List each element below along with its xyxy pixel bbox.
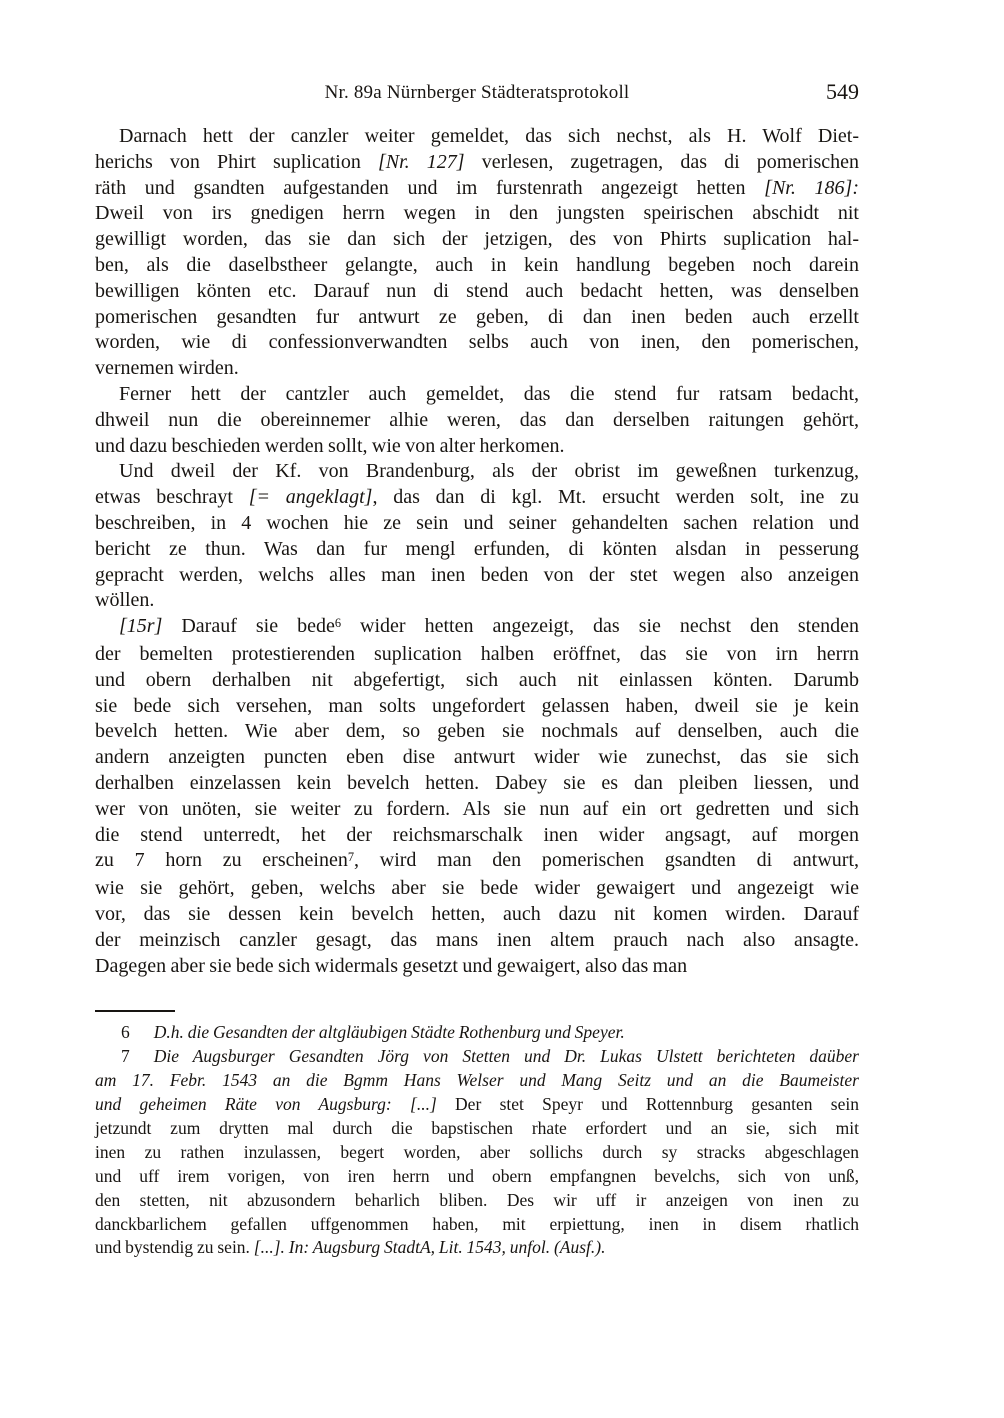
text-line (95, 902, 859, 928)
text-line (95, 694, 859, 720)
text-line (95, 642, 859, 668)
text-line (95, 408, 859, 434)
paragraph (95, 124, 859, 382)
text-segment: bericht ze thun. Was dan fur mengl erfunden, di könten alsdan in pesserung (95, 537, 859, 560)
footnote (95, 1045, 859, 1260)
text-line (95, 434, 859, 460)
text-line (95, 1236, 859, 1260)
text-line (95, 771, 859, 797)
text-line (95, 797, 859, 823)
text-segment: Darnach hett der canzler weiter gemeldet, das sich nechst, als H. Wolf Diet- (119, 125, 859, 147)
text-line (95, 124, 859, 150)
text-line (95, 382, 859, 408)
text-segment: [= angeklagt] (248, 486, 373, 509)
text-line (95, 305, 859, 331)
text-segment: bevelch hetten. Wie aber dem, so geben sie nochmals auf denselben, auch die (95, 720, 859, 743)
page-number: 549 (826, 79, 859, 104)
text-segment: Ferner hett der cantzler auch gemeldet, das die stend fur ratsam bedacht, (119, 382, 859, 405)
footnote-text: jetzundt zum drytten mal durch die bapstischen rhate erfordert und an sie, sich mit (95, 1117, 859, 1138)
text-segment: der bemelten protestierenden suplication halben eröffnet, das sie von irn herrn (95, 642, 859, 665)
text-segment: verlesen, zugetragen, das di pomerischen (464, 150, 859, 173)
paragraph (95, 614, 859, 979)
text-segment: andern anzeigten puncten eben dise antwurt wider wie zunechst, das sie sich (95, 746, 859, 769)
text-line (95, 719, 859, 745)
text-segment: pomerischen gesandten fur antwurt ze geben, di dan inen beden auch erzellt (95, 305, 859, 328)
text-segment: Dagegen aber sie bede sich widermals gesetzt und gewaigert, also das man (95, 954, 688, 977)
text-line (95, 1069, 859, 1093)
text-segment: ben, als die daselbstheer gelangte, auch in kein handlung begeben noch darein (95, 253, 859, 276)
text-segment: wöllen. (95, 589, 155, 612)
text-line (95, 485, 859, 511)
text-line (95, 537, 859, 563)
text-segment: wer von unöten, sie weiter zu fordern. Als sie nun auf ein ort gedretten und sich (95, 797, 859, 820)
text-line (95, 1213, 859, 1237)
text-line (95, 459, 859, 485)
text-segment: Und dweil der Kf. von Brandenburg, als der obrist im geweßnen turkenzug, (119, 460, 859, 483)
page-header (95, 79, 859, 108)
footnote-reference: 6 (334, 615, 342, 630)
text-segment: wie sie gehört, geben, welchs aber sie bede wider gewaigert und angezeigt wie (95, 877, 859, 900)
footnote-text: inen zu rathen inzulassen, begert worden, aber sollichs durch sy stracks abgeschlagen (95, 1141, 859, 1162)
text-segment: gepracht werden, welchs alles man inen beden von der stet wegen also anzeigen (95, 563, 859, 586)
text-segment: der meinzisch canzler gesagt, das mans inen altem prauch nach also ansagte. (95, 928, 859, 951)
text-line (95, 201, 859, 227)
paragraph (95, 382, 859, 459)
text-line (95, 1141, 859, 1165)
text-line (95, 1021, 859, 1045)
text-line (95, 253, 859, 279)
footnote-number: 6 (121, 1022, 130, 1043)
footnote (95, 1021, 859, 1045)
text-line (95, 279, 859, 305)
text-line (95, 330, 859, 356)
text-line (95, 511, 859, 537)
text-line (95, 1189, 859, 1213)
paragraph (95, 459, 859, 614)
text-line (95, 745, 859, 771)
text-line (95, 176, 859, 202)
text-segment: herichs von Phirt suplication (95, 150, 378, 173)
text-segment: wider hetten angezeigt, das sie nechst den stenden (341, 615, 859, 638)
body-text (95, 124, 859, 979)
text-line (95, 356, 859, 382)
text-segment: dhweil nun die obereinnemer alhie weren, das dan derselben raitungen gehört, (95, 408, 859, 431)
text-segment: , wird man den pomerischen gsandten di antwurt, (354, 849, 860, 872)
text-segment: die stend unterredt, het der reichsmarschalk inen wider angsagt, auf morgen (95, 823, 859, 846)
text-line (95, 823, 859, 849)
text-segment: beschreiben, in 4 wochen hie ze sein und seiner gehandelten sachen relation und (95, 511, 859, 534)
text-segment: bewilligen könten etc. Darauf nun di stend auch bedacht hetten, was denselben (95, 279, 859, 302)
text-segment: etwas beschrayt (95, 486, 249, 509)
footnote-number: 7 (121, 1046, 130, 1067)
text-segment: , das dan di kgl. Mt. ersucht werden solt, ine zu (372, 486, 859, 509)
text-line (95, 614, 859, 642)
footnote-text: Der stet Speyr und Rottennburg gesanten sein (455, 1094, 859, 1115)
text-segment: sie bede sich versehen, man solts ungefordert gelassen haben, dweil sie je kein (95, 694, 859, 717)
footnote-text: am 17. Febr. 1543 an die Bgmm Hans Welser und Mang Seitz und an die Baumeister (95, 1070, 859, 1091)
footnote-text: und uff irem vorigen, von iren herrn und obern empfangnen bevelchs, sich von unß, (95, 1165, 859, 1186)
footnote-text: Die Augsburger Gesandten Jörg von Stetten und Dr. Lukas Ulstett berichteten daüber (153, 1046, 859, 1067)
text-line (95, 668, 859, 694)
footnote-reference: 7 (347, 849, 355, 864)
footnote-text: den stetten, nit abzusondern beharlich bliben. Des wir uff ir anzeigen von inen zu (95, 1189, 859, 1210)
footnote-separator (95, 1010, 175, 1012)
footnote-text: [...]. In: Augsburg StadtA, Lit. 1543, unfol. (Ausf.). (253, 1237, 606, 1258)
text-segment: vernemen wirden. (95, 357, 239, 380)
footnotes (95, 1021, 859, 1260)
text-segment: vor, das sie dessen kein bevelch hetten, auch dazu nit komen wirden. Darauf (95, 902, 859, 925)
text-block (95, 79, 860, 1260)
text-line (95, 150, 859, 176)
footnote-text: danckbarlichem gefallen uffgenommen haben, mit erpiettung, inen in disem rhatlich (95, 1213, 859, 1234)
footnote-text: und bystendig zu sein. (95, 1237, 254, 1258)
text-segment: [Nr. 186]: (764, 176, 859, 199)
text-line (95, 1165, 859, 1189)
text-segment: Darauf sie bede (162, 615, 335, 638)
text-segment: und obern derhalben nit abgefertigt, sich auch nit einlassen könten. Darumb (95, 668, 859, 691)
text-segment: [15r] (119, 615, 163, 638)
text-line (95, 1093, 859, 1117)
text-line (95, 563, 859, 589)
text-line (95, 954, 859, 980)
text-line (95, 588, 859, 614)
text-segment: Dweil von irs gnedigen herrn wegen in den jungsten speirischen abschidt nit (95, 202, 859, 225)
text-segment: und dazu beschieden werden sollt, wie von alter herkomen. (95, 434, 565, 457)
text-segment: räth und gsandten aufgestanden und im furstenrath angezeigt hetten (95, 176, 765, 199)
text-line (95, 227, 859, 253)
text-segment: [Nr. 127] (377, 150, 465, 173)
text-line (95, 1045, 859, 1069)
text-segment: derhalben einzelassen kein bevelch hetten. Dabey sie es dan pleiben liessen, und (95, 771, 859, 794)
footnote-text: und geheimen Räte von Augsburg: [...] (95, 1094, 456, 1115)
text-line (95, 848, 859, 876)
text-segment: zu 7 horn zu erscheinen (95, 849, 348, 872)
running-title: Nr. 89a Nürnberger Städteratsprotokoll (324, 82, 630, 103)
text-line (95, 1117, 859, 1141)
text-line (95, 876, 859, 902)
text-segment: gewilligt worden, das sie dan sich der jetzigen, des von Phirts suplication hal- (95, 228, 859, 251)
footnote-text: D.h. die Gesandten der altgläubigen Städte Rothenburg und Speyer. (153, 1022, 625, 1043)
text-line (95, 928, 859, 954)
text-segment: worden, wie di confessionverwandten selbs auch von inen, den pomerischen, (95, 331, 859, 354)
